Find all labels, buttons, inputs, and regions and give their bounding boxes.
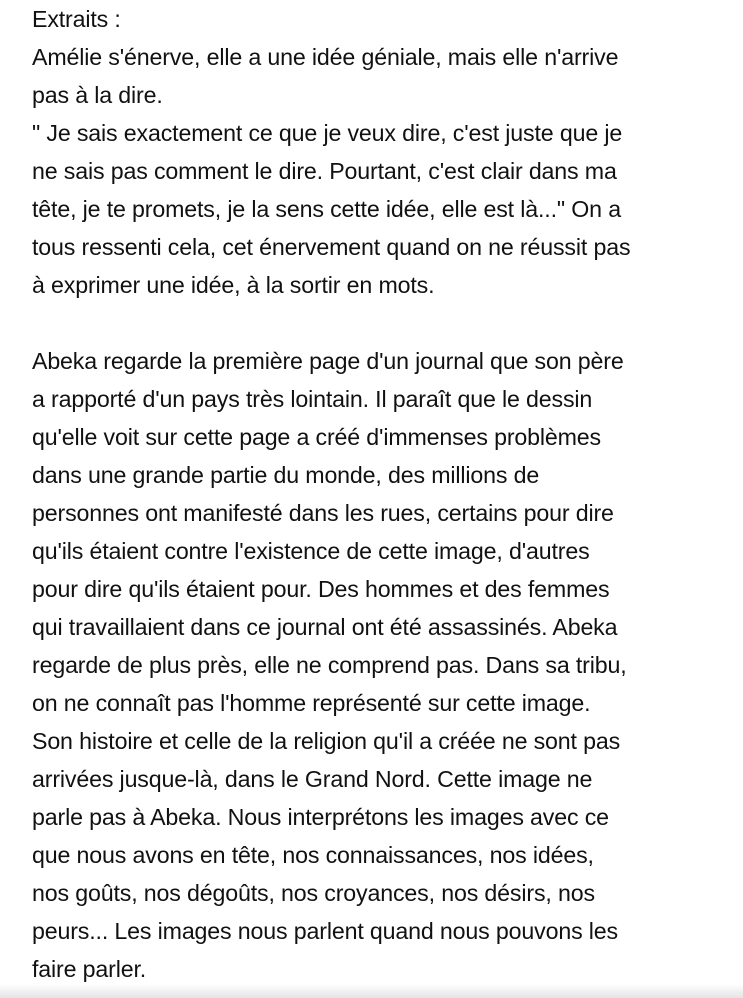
text-line: ne sais pas comment le dire. Pourtant, c'est clair dans ma bbox=[32, 158, 617, 184]
document-text bbox=[32, 0, 732, 988]
text-line: regarde de plus près, elle ne comprend pas. Dans sa tribu, bbox=[32, 652, 627, 678]
bottom-edge-shadow bbox=[0, 984, 743, 998]
text-line: Abeka regarde la première page d'un journal que son père bbox=[32, 348, 624, 374]
text-line: pour dire qu'ils étaient pour. Des hommes et des femmes bbox=[32, 576, 610, 602]
text-line: tous ressenti cela, cet énervement quand on ne réussit pas bbox=[32, 234, 631, 260]
text-line: qu'elle voit sur cette page a créé d'immenses problèmes bbox=[32, 424, 601, 450]
text-line: dans une grande partie du monde, des millions de bbox=[32, 462, 540, 488]
text-line: " Je sais exactement ce que je veux dire, c'est juste que je bbox=[32, 120, 623, 146]
text-line: faire parler. bbox=[32, 956, 147, 982]
text-line: tête, je te promets, je la sens cette idée, elle est là..." On a bbox=[32, 196, 621, 222]
text-line: personnes ont manifesté dans les rues, certains pour dire bbox=[32, 500, 614, 526]
text-line: à exprimer une idée, à la sortir en mots. bbox=[32, 272, 435, 298]
text-line: Amélie s'énerve, elle a une idée géniale, mais elle n'arrive bbox=[32, 44, 619, 70]
paragraph-gap bbox=[32, 304, 732, 342]
text-line: nos goûts, nos dégoûts, nos croyances, nos désirs, nos bbox=[32, 880, 595, 906]
text-line: parle pas à Abeka. Nous interprétons les images avec ce bbox=[32, 804, 609, 830]
text-line: peurs... Les images nous parlent quand nous pouvons les bbox=[32, 918, 618, 944]
text-line: a rapporté d'un pays très lointain. Il paraît que le dessin bbox=[32, 386, 593, 412]
text-line: pas à la dire. bbox=[32, 82, 163, 108]
heading-extraits: Extraits : bbox=[32, 6, 121, 32]
paragraph-amelie bbox=[32, 38, 732, 304]
text-line: on ne connaît pas l'homme représenté sur cette image. bbox=[32, 690, 591, 716]
text-line: que nous avons en tête, nos connaissances, nos idées, bbox=[32, 842, 594, 868]
text-line: qui travaillaient dans ce journal ont été assassinés. Abeka bbox=[32, 614, 618, 640]
text-line: arrivées jusque-là, dans le Grand Nord. Cette image ne bbox=[32, 766, 593, 792]
paragraph-abeka bbox=[32, 342, 732, 988]
text-line: qu'ils étaient contre l'existence de cette image, d'autres bbox=[32, 538, 590, 564]
text-line: Son histoire et celle de la religion qu'il a créée ne sont pas bbox=[32, 728, 621, 754]
